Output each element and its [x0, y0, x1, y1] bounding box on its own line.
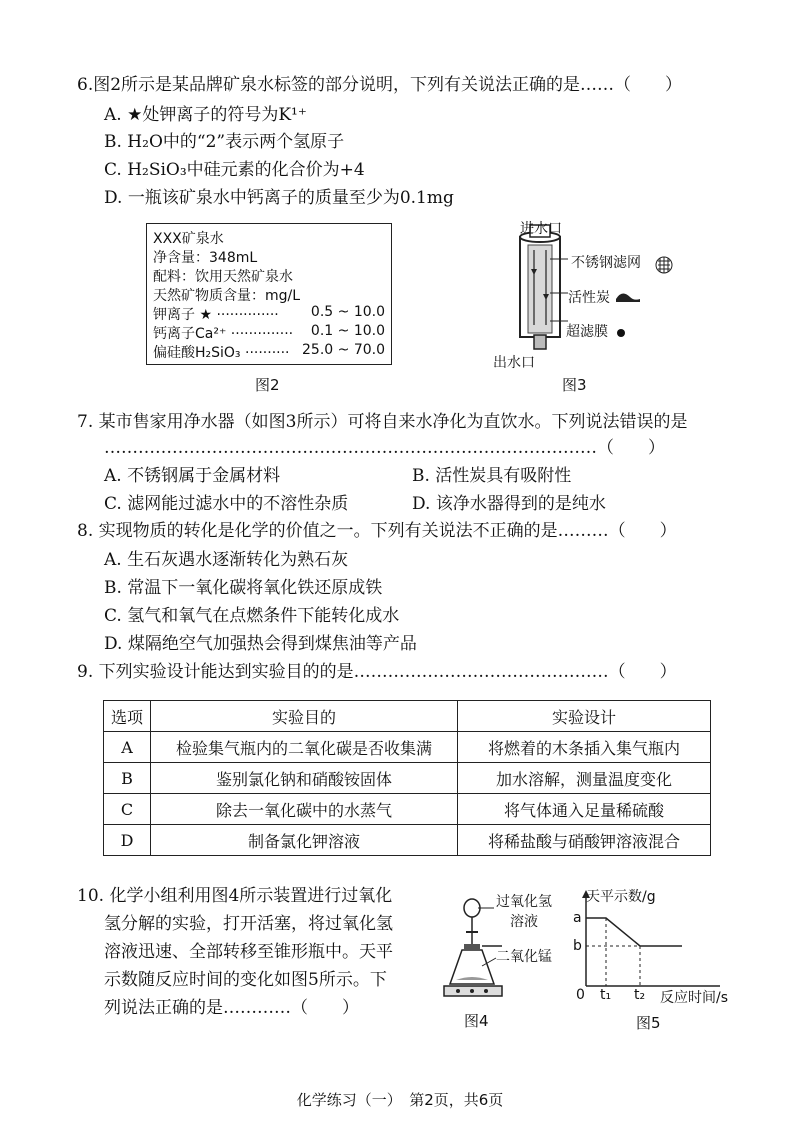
figure-3-caption: 图3 — [562, 376, 587, 394]
q6-option-d: D. 一瓶该矿泉水中钙离子的质量至少为0.1mg — [104, 188, 454, 208]
q9-stem: 9. 下列实验设计能达到实验目的的是………………………………………（ ） — [77, 662, 677, 682]
graph-a-label: a — [573, 910, 582, 926]
graph-b-label: b — [573, 938, 582, 954]
h2o2-label: 过氧化氢 — [496, 894, 552, 910]
q8-option-a: A. 生石灰遇水逐渐转化为熟石灰 — [104, 550, 349, 570]
q10-line: 10. 化学小组利用图4所示装置进行过氧化 — [77, 886, 393, 906]
table-cell: 检验集气瓶内的二氧化碳是否收集满 — [151, 732, 458, 763]
page-footer: 化学练习（一） 第2页，共6页 — [296, 1091, 504, 1109]
graph-x-label: 反应时间/s — [660, 990, 729, 1006]
label-ingredients: 配料：饮用天然矿泉水 — [153, 269, 293, 285]
figure-2-caption: 图2 — [255, 376, 280, 394]
q6-option-a: A. ★处钾离子的符号为K¹⁺ — [104, 105, 307, 125]
table-cell: 除去一氧化碳中的水蒸气 — [151, 794, 458, 825]
table-cell: A — [104, 732, 151, 763]
graph-t1-label: t₁ — [600, 987, 612, 1003]
table-cell: 制备氯化钾溶液 — [151, 825, 458, 856]
q8-option-d: D. 煤隔绝空气加强热会得到煤焦油等产品 — [104, 634, 417, 654]
table-header-row — [104, 701, 711, 732]
label-volume: 净含量：348mL — [153, 250, 258, 266]
table-row — [104, 732, 711, 763]
graph-t2-label: t₂ — [634, 987, 646, 1003]
table-header: 实验设计 — [458, 701, 711, 732]
ultrafiltration-membrane-label: 超滤膜 — [566, 324, 608, 340]
table-cell: C — [104, 794, 151, 825]
experiment-table — [103, 700, 711, 856]
q6-option-c: C. H₂SiO₃中硅元素的化合价为+4 — [104, 160, 365, 180]
table-cell: 将气体通入足量稀硫酸 — [458, 794, 711, 825]
table-cell: 将稀盐酸与硝酸钾溶液混合 — [458, 825, 711, 856]
figure-5-caption: 图5 — [636, 1014, 661, 1032]
label-row-name: 偏硅酸H₂SiO₃ ·········· — [153, 345, 290, 361]
q8-option-b: B. 常温下一氧化碳将氧化铁还原成铁 — [104, 578, 383, 598]
label-mineral-header: 天然矿物质含量：mg/L — [153, 288, 301, 304]
steel-mesh-label: 不锈钢滤网 — [571, 255, 641, 271]
table-cell: B — [104, 763, 151, 794]
table-row — [104, 794, 711, 825]
table-row — [104, 763, 711, 794]
table-cell: 鉴别氯化钠和硝酸铵固体 — [151, 763, 458, 794]
activated-carbon-label: 活性炭 — [568, 290, 610, 306]
q10-line: 示数随反应时间的变化如图5所示。下 — [104, 970, 387, 990]
q7-option-a: A. 不锈钢属于金属材料 — [104, 466, 281, 486]
q8-stem: 8. 实现物质的转化是化学的价值之一。下列有关说法不正确的是………（ ） — [77, 521, 677, 541]
q6-stem: 6.图2所示是某品牌矿泉水标签的部分说明，下列有关说法正确的是……（ ） — [77, 75, 683, 95]
q7-option-c: C. 滤网能过滤水中的不溶性杂质 — [104, 494, 349, 514]
outlet-label: 出水口 — [493, 355, 535, 371]
q7-dots: ……………………………………………………………………………（ ） — [104, 438, 665, 458]
label-row-range: 25.0 ~ 70.0 — [302, 342, 385, 358]
q10-line: 氢分解的实验，打开活塞，将过氧化氢 — [104, 914, 393, 934]
figure-4-caption: 图4 — [464, 1012, 489, 1030]
table-row — [104, 825, 711, 856]
graph-y-label: 天平示数/g — [586, 889, 656, 905]
label-row-range: 0.5 ~ 10.0 — [310, 304, 385, 320]
table-header: 实验目的 — [151, 701, 458, 732]
table-header: 选项 — [104, 701, 151, 732]
label-row-name: 钾离子 ★ ·············· — [153, 307, 279, 323]
label-row-name: 钙离子Ca²⁺ ·············· — [153, 326, 294, 342]
q10-line: 列说法正确的是…………（ ） — [104, 998, 359, 1018]
table-cell: 加水溶解，测量温度变化 — [458, 763, 711, 794]
q7-option-d: D. 该净水器得到的是纯水 — [412, 494, 606, 514]
table-cell: D — [104, 825, 151, 856]
label-brand: XXX矿泉水 — [153, 231, 224, 247]
q10-line: 溶液迅速、全部转移至锥形瓶中。天平 — [104, 942, 393, 962]
label-row-range: 0.1 ~ 10.0 — [310, 323, 385, 339]
table-cell: 将燃着的木条插入集气瓶内 — [458, 732, 711, 763]
q6-option-b: B. H₂O中的“2”表示两个氢原子 — [104, 132, 345, 152]
mno2-label: 二氧化锰 — [496, 949, 552, 965]
solution-label: 溶液 — [510, 914, 538, 930]
mineral-water-label — [146, 223, 392, 365]
q7-option-b: B. 活性炭具有吸附性 — [412, 466, 572, 486]
q7-stem: 7. 某市售家用净水器（如图3所示）可将自来水净化为直饮水。下列说法错误的是 — [77, 412, 688, 432]
graph-origin-label: 0 — [576, 987, 585, 1003]
inlet-label: 进水口 — [520, 221, 562, 237]
q8-option-c: C. 氢气和氧气在点燃条件下能转化成水 — [104, 606, 400, 626]
